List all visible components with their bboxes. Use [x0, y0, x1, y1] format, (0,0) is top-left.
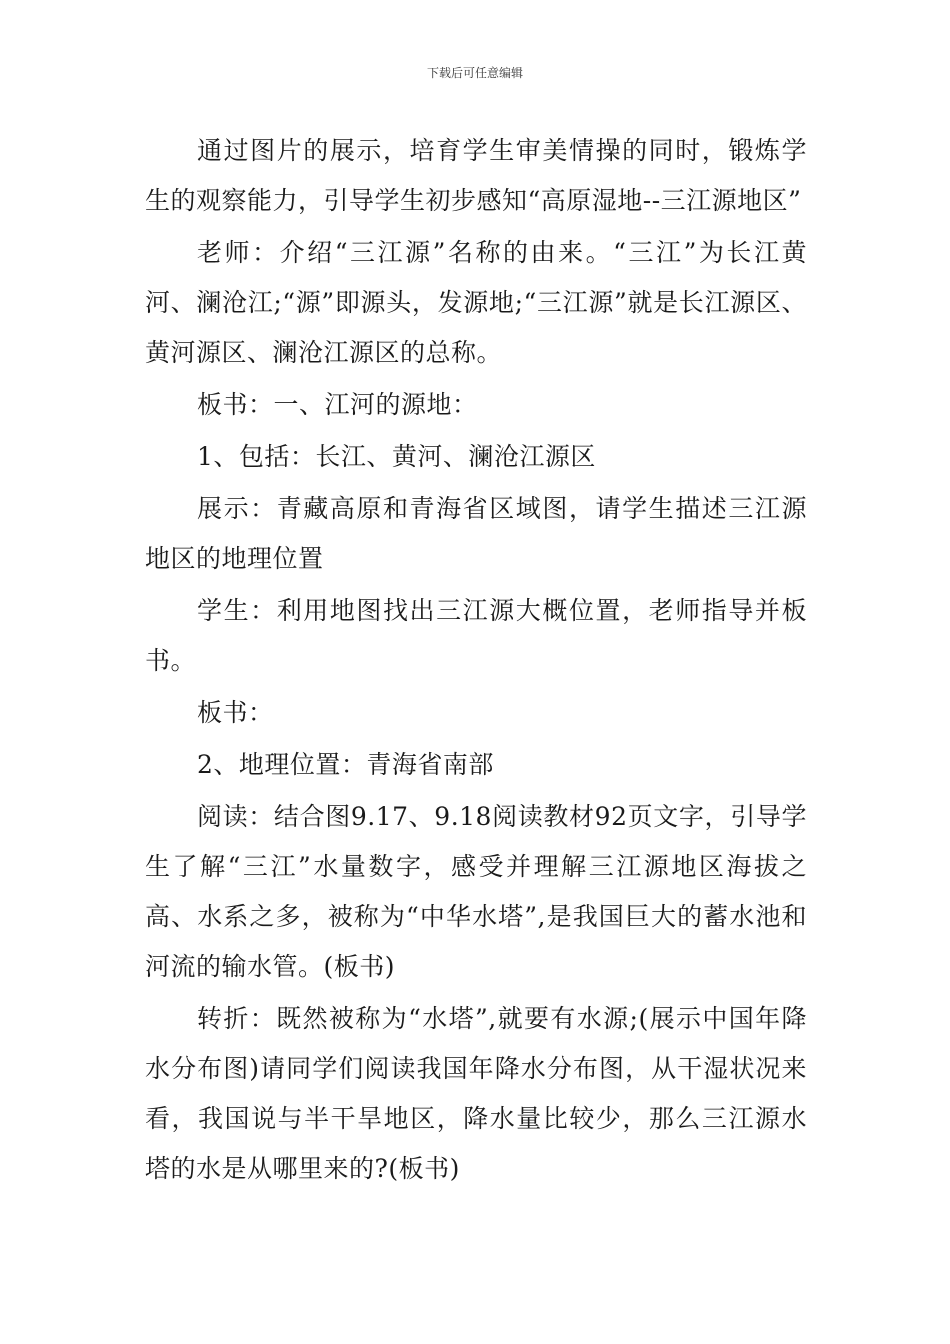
document-body [145, 126, 807, 1196]
paragraph-intro: 通过图片的展示，培育学生审美情操的同时，锻炼学生的观察能力，引导学生初步感知“高原湿地--三江源地区” [145, 136, 807, 215]
page-header: 下载后可任意编辑 [426, 66, 523, 80]
paragraph-teacher-intro: 老师：介绍“三江源”名称的由来。“三江”为长江黄河、澜沧江;“源”即源头，发源地;“三江源”就是长江源区、黄河源区、澜沧江源区的总称。 [145, 238, 807, 367]
paragraph-board-1: 板书：一、江河的源地： [197, 390, 478, 419]
paragraph-board-1-item: 1、包括：长江、黄河、澜沧江源区 [197, 442, 596, 471]
paragraph-transition: 转折：既然被称为“水塔”,就要有水源;(展示中国年降水分布图)请同学们阅读我国年降水分布图，从干湿状况来看，我国说与半干旱地区，降水量比较少，那么三江源水塔的水是从哪里来的?(板书) [145, 1004, 807, 1183]
paragraph-reading: 阅读：结合图9.17、9.18阅读教材92页文字，引导学生了解“三江”水量数字，感受并理解三江源地区海拔之高、水系之多，被称为“中华水塔”,是我国巨大的蓄水池和河流的输水管。(板书) [145, 802, 807, 981]
paragraph-board-2-item: 2、地理位置：青海省南部 [197, 750, 494, 779]
paragraph-board-2: 板书： [197, 698, 274, 727]
paragraph-display: 展示：青藏高原和青海省区域图，请学生描述三江源地区的地理位置 [145, 494, 807, 573]
paragraph-student: 学生：利用地图找出三江源大概位置，老师指导并板书。 [145, 596, 807, 675]
